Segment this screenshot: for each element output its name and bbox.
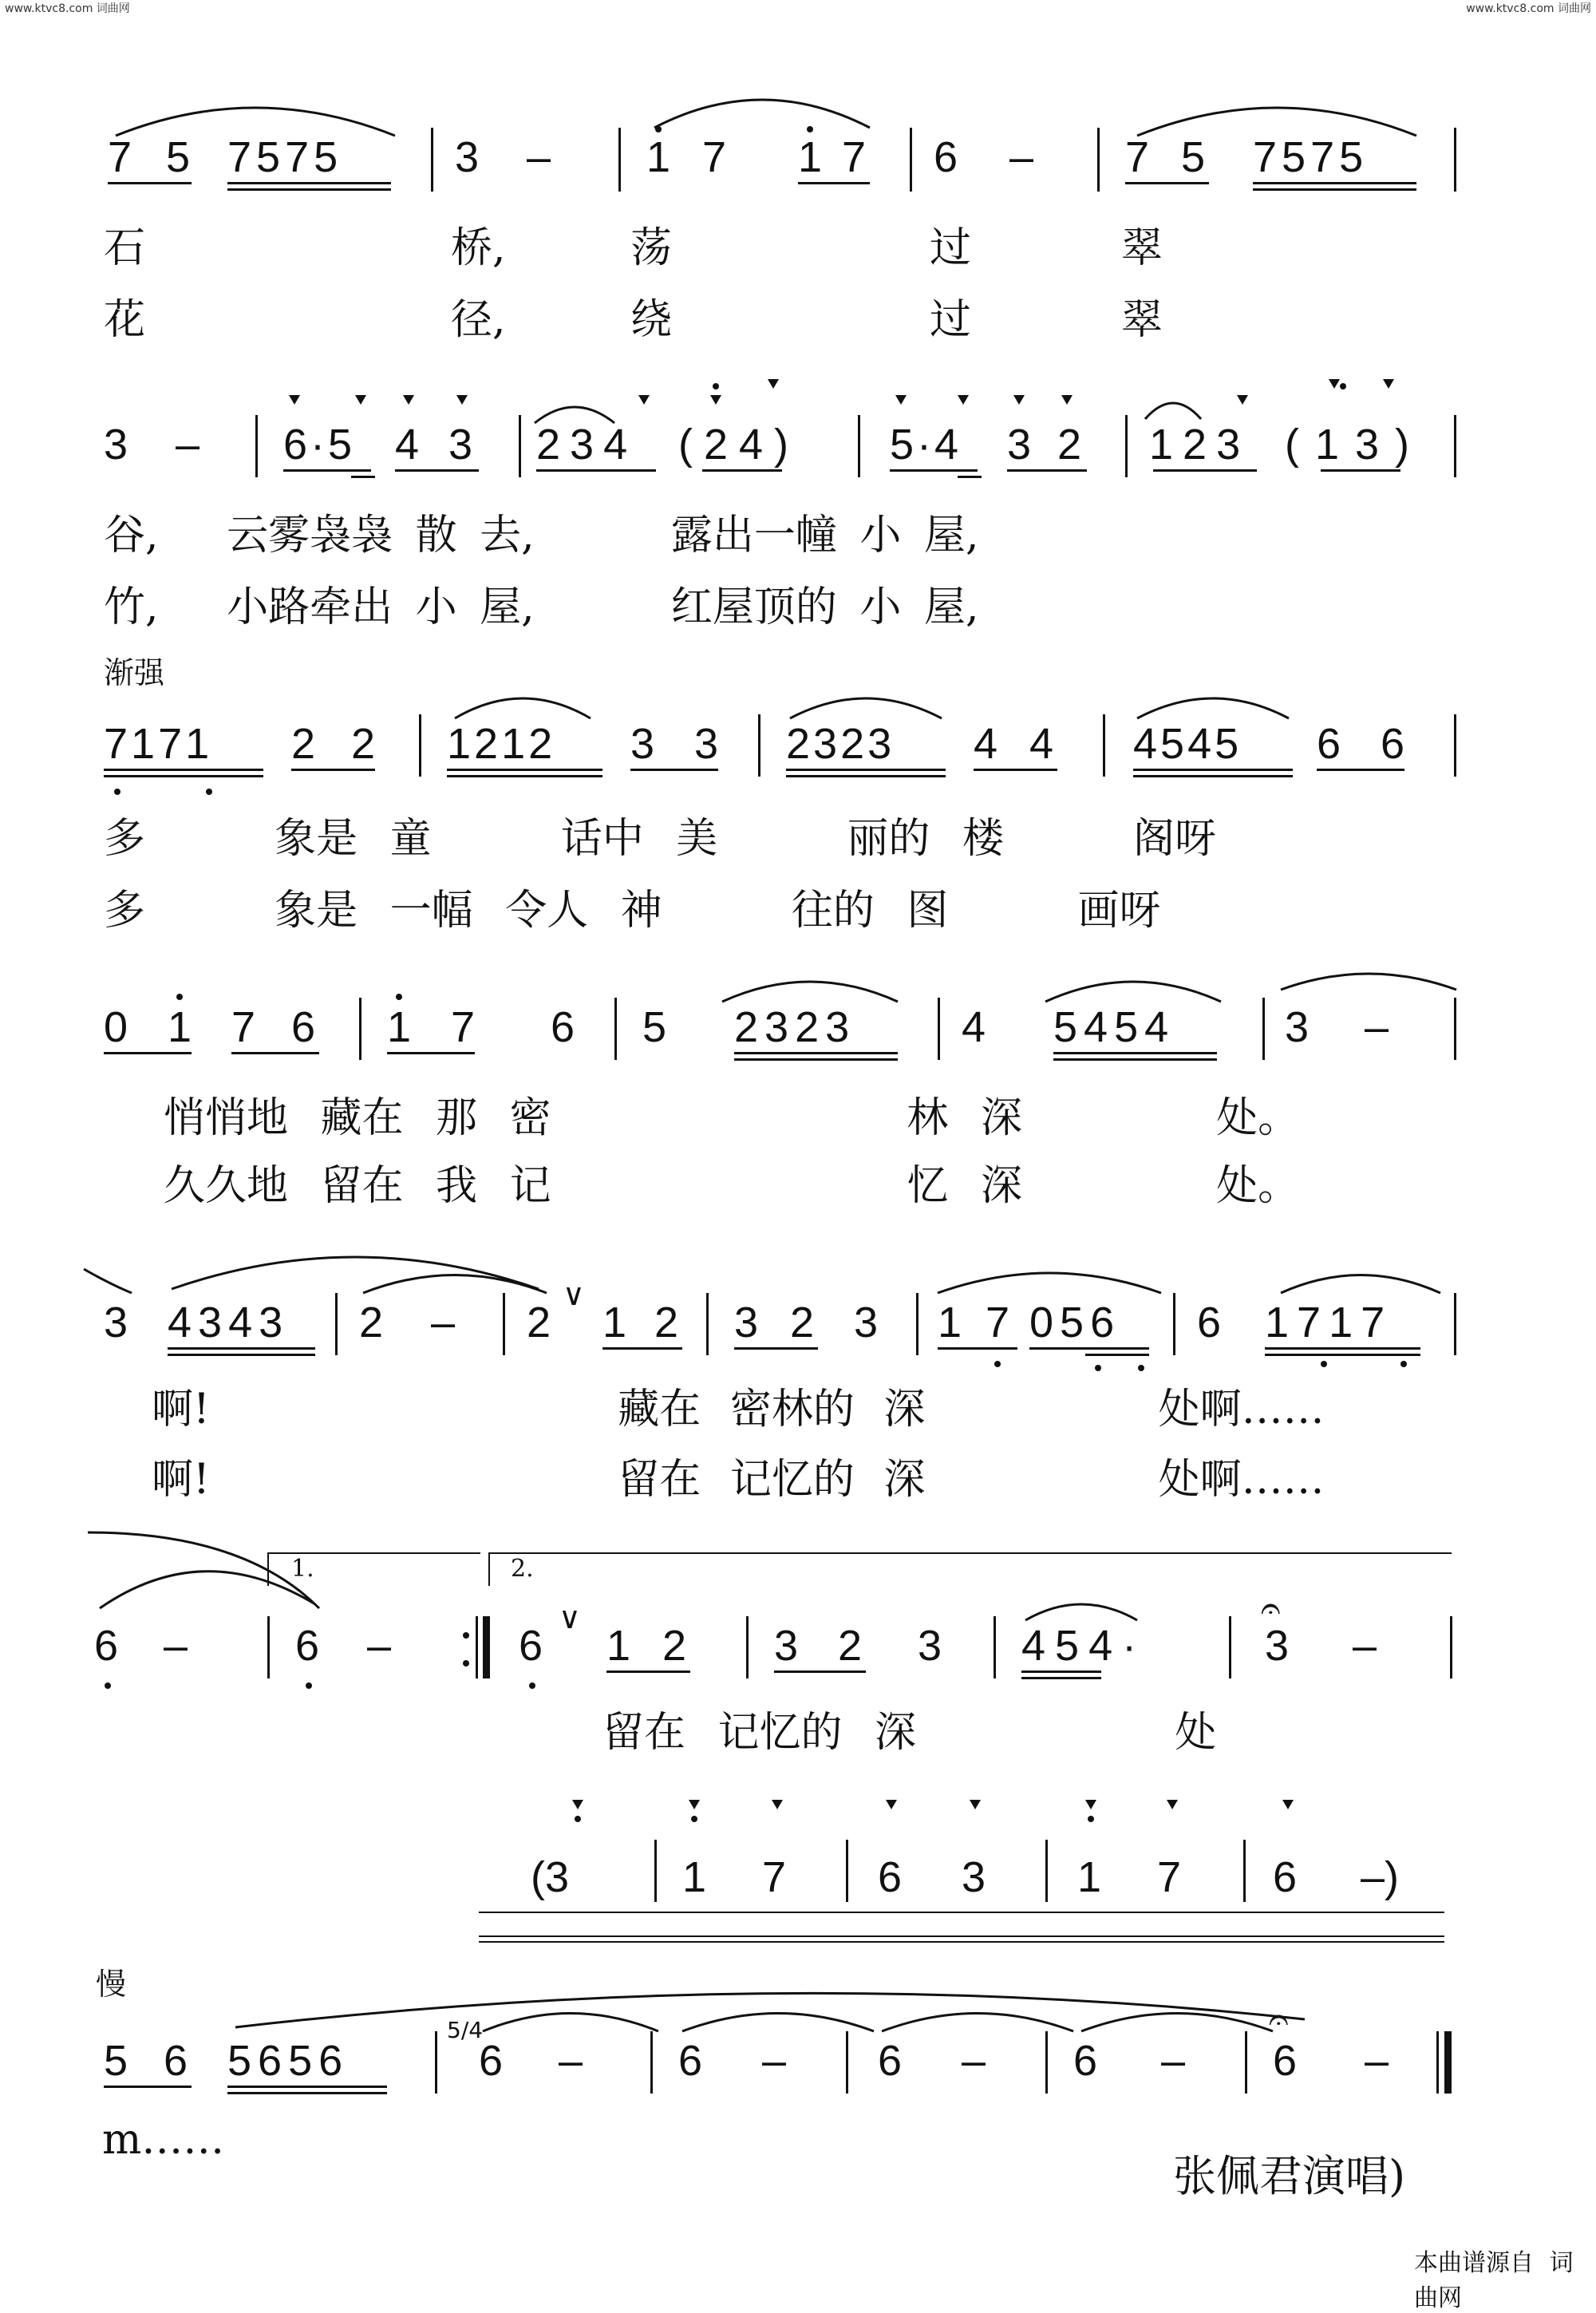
underline bbox=[1125, 182, 1209, 184]
lyric: 过 bbox=[930, 224, 972, 272]
dash: – bbox=[1353, 1622, 1377, 1670]
underline bbox=[108, 182, 192, 184]
barline bbox=[654, 1840, 657, 1902]
staccato bbox=[1085, 1800, 1096, 1809]
dot bbox=[105, 1682, 111, 1689]
note: 7 bbox=[762, 1853, 787, 1901]
dash: – bbox=[527, 133, 551, 181]
note: 6 bbox=[878, 2037, 903, 2085]
barline bbox=[335, 1293, 338, 1355]
lyric-line: 谷, 云雾袅袅 散 去, 露出一幢 小 屋, bbox=[104, 512, 979, 559]
dot bbox=[994, 1361, 1001, 1367]
staccato bbox=[456, 395, 468, 405]
barline bbox=[435, 2031, 437, 2094]
underline bbox=[1265, 1347, 1420, 1350]
dash: – bbox=[1365, 2037, 1389, 2085]
lyric: 过 bbox=[930, 296, 972, 344]
note: 5 bbox=[166, 133, 191, 181]
note: 2 bbox=[790, 1299, 815, 1346]
note: 6 bbox=[878, 1853, 903, 1901]
note-group: 7171 bbox=[104, 720, 213, 768]
staccato bbox=[1282, 1800, 1294, 1809]
staccato bbox=[895, 395, 907, 405]
underline bbox=[227, 2092, 387, 2094]
dot bbox=[1095, 1365, 1101, 1371]
note: 1 bbox=[938, 1299, 962, 1346]
slur bbox=[1041, 970, 1225, 1006]
lyric-line: 啊! 留在 记忆的 深 处啊…… bbox=[152, 1456, 1325, 1504]
note-group: 2323 bbox=[786, 720, 895, 768]
dot bbox=[306, 1682, 312, 1689]
underline bbox=[1053, 1058, 1217, 1061]
divider-line bbox=[479, 1941, 1444, 1943]
tie bbox=[678, 2003, 878, 2035]
note: 6 bbox=[295, 1622, 320, 1670]
note: 0 bbox=[104, 1003, 128, 1051]
underline bbox=[1153, 469, 1257, 472]
dot bbox=[176, 994, 183, 1000]
lyric-line: 悄悄地 藏在 那 密 林 深 处。 bbox=[164, 1094, 1300, 1142]
barline bbox=[846, 1840, 848, 1902]
repeat-dot bbox=[463, 1660, 469, 1667]
dot bbox=[575, 1816, 581, 1822]
dot bbox=[691, 1816, 697, 1822]
note: 3 bbox=[630, 720, 655, 768]
dash: – bbox=[431, 1299, 456, 1346]
underline bbox=[1321, 469, 1400, 472]
dot bbox=[1321, 1361, 1327, 1367]
note: 5 bbox=[642, 1003, 667, 1051]
dash: – bbox=[1161, 2037, 1186, 2085]
note: 6 bbox=[1317, 720, 1341, 768]
dot bbox=[529, 1682, 535, 1689]
underline bbox=[104, 2086, 192, 2088]
volta-2-label: 2. bbox=[511, 1555, 534, 1583]
staccato bbox=[355, 395, 366, 405]
note: 6 bbox=[291, 1003, 316, 1051]
tie bbox=[878, 2003, 1077, 2035]
note: 6 bbox=[479, 2037, 504, 2085]
note: 6 bbox=[1197, 1299, 1222, 1346]
slur bbox=[650, 84, 874, 132]
note-group: 123 bbox=[1149, 421, 1250, 469]
slur bbox=[1277, 1265, 1444, 1297]
dot bbox=[1340, 383, 1346, 389]
barline bbox=[1173, 1293, 1175, 1355]
note: 7 bbox=[451, 1003, 476, 1051]
note: 4 bbox=[1029, 720, 1054, 768]
barline bbox=[476, 1616, 478, 1678]
staccato bbox=[572, 1800, 583, 1809]
note: 4 bbox=[395, 421, 420, 469]
slur bbox=[1133, 92, 1420, 140]
dot bbox=[114, 789, 120, 795]
lyric-line: 留在 记忆的 深 处 bbox=[602, 1709, 1217, 1757]
underline bbox=[1085, 1354, 1149, 1356]
staccato bbox=[710, 395, 721, 405]
note: 3 bbox=[962, 1853, 986, 1901]
underline bbox=[602, 1347, 682, 1350]
barline bbox=[1103, 714, 1105, 777]
barline bbox=[1045, 2031, 1048, 2094]
underline bbox=[1007, 469, 1087, 472]
barline bbox=[503, 1293, 505, 1355]
note-group: 2323 bbox=[734, 1003, 856, 1051]
fermata: 𝄐 bbox=[1269, 1999, 1289, 2040]
note-group: 7575 bbox=[227, 133, 343, 181]
underline bbox=[1021, 1670, 1101, 1673]
underline bbox=[395, 469, 479, 472]
underline bbox=[1029, 1347, 1149, 1350]
underline bbox=[168, 1354, 315, 1356]
underline bbox=[1317, 769, 1404, 771]
note: 2 bbox=[351, 720, 376, 768]
underline bbox=[734, 1052, 898, 1054]
tie bbox=[479, 2003, 662, 2035]
underline bbox=[958, 476, 982, 478]
underline bbox=[938, 1347, 1017, 1350]
breath-mark: ∨ bbox=[559, 1600, 581, 1635]
barline bbox=[1125, 415, 1128, 477]
staccato bbox=[772, 1800, 783, 1809]
note: 2 bbox=[291, 720, 316, 768]
slur bbox=[1021, 1592, 1141, 1624]
dash: – bbox=[559, 2037, 583, 2085]
staccato bbox=[1383, 379, 1394, 389]
note: 6 bbox=[934, 133, 958, 181]
lyric-line: 多 象是 童 话中 美 丽的 楼 阁呀 bbox=[104, 815, 1217, 863]
barline bbox=[1097, 128, 1100, 192]
dot bbox=[807, 126, 813, 132]
underline bbox=[1265, 1354, 1420, 1356]
breath-mark: ∨ bbox=[563, 1277, 585, 1312]
note: 3 bbox=[1007, 421, 1032, 469]
dash: – bbox=[762, 2037, 787, 2085]
note: 7 bbox=[1125, 133, 1150, 181]
barline bbox=[255, 415, 258, 477]
note-group: 7575 bbox=[1253, 133, 1369, 181]
barline bbox=[858, 415, 860, 477]
barline bbox=[618, 128, 621, 192]
note: 6 bbox=[1273, 2037, 1298, 2085]
underline bbox=[786, 775, 946, 777]
expression-crescendo: 渐强 bbox=[104, 655, 165, 690]
lyric-line: 多 象是 一幅 令人 神 往的 图 画呀 bbox=[104, 887, 1161, 935]
lyric-line: 久久地 留在 我 记 忆 深 处。 bbox=[164, 1162, 1300, 1210]
source-right: 词曲网 bbox=[1414, 2249, 1574, 2312]
lyric: 绕 bbox=[630, 296, 673, 344]
tie bbox=[80, 1265, 136, 1297]
underline bbox=[351, 476, 375, 478]
barline bbox=[994, 1616, 996, 1678]
fermata: 𝄐 bbox=[1261, 1588, 1281, 1629]
lyric: 花 bbox=[104, 296, 146, 344]
staccato bbox=[1237, 395, 1248, 405]
note-group: 4343 bbox=[168, 1299, 290, 1346]
barline bbox=[746, 1616, 749, 1678]
dash: – bbox=[1009, 133, 1034, 181]
note: 3 bbox=[774, 1622, 799, 1670]
note: 3 bbox=[448, 421, 473, 469]
staccato bbox=[768, 379, 779, 389]
note: 6 bbox=[1381, 720, 1405, 768]
barline bbox=[267, 1616, 270, 1678]
underline bbox=[1021, 1677, 1101, 1679]
staccato bbox=[970, 1800, 981, 1809]
note-group: 4545 bbox=[1133, 720, 1242, 768]
note: 6 bbox=[94, 1622, 119, 1670]
performer-credit: 张佩君演唱) bbox=[1173, 2151, 1406, 2201]
underline bbox=[702, 469, 782, 472]
watermark-left: www.ktvc8.com 词曲网 bbox=[5, 2, 130, 15]
barline bbox=[1045, 1840, 1048, 1902]
barline bbox=[1450, 1616, 1452, 1678]
barline bbox=[706, 1293, 709, 1355]
barline bbox=[1454, 128, 1456, 192]
barline bbox=[1454, 415, 1456, 477]
note-group: 5454 bbox=[1053, 1003, 1175, 1051]
barline bbox=[1262, 998, 1265, 1060]
note: 2 bbox=[662, 1622, 687, 1670]
underline bbox=[104, 769, 263, 771]
staccato bbox=[958, 395, 969, 405]
underline bbox=[1253, 182, 1416, 184]
dot bbox=[1088, 1816, 1094, 1822]
underline bbox=[387, 1052, 475, 1054]
note: 3 bbox=[734, 1299, 759, 1346]
underline bbox=[168, 1347, 315, 1350]
underline bbox=[227, 2086, 387, 2088]
note: 1 bbox=[646, 133, 671, 181]
lyric: 荡 bbox=[630, 224, 673, 272]
staccato bbox=[886, 1800, 897, 1809]
barline bbox=[1229, 1616, 1231, 1678]
barline bbox=[916, 1293, 918, 1355]
note: 4 bbox=[962, 1003, 986, 1051]
barline bbox=[431, 128, 433, 192]
lyric-line: 啊! 藏在 密林的 深 处啊…… bbox=[152, 1386, 1325, 1433]
note: 5 bbox=[104, 2037, 128, 2085]
staccato bbox=[1013, 395, 1025, 405]
repeat-dot bbox=[463, 1632, 469, 1639]
slur bbox=[934, 1261, 1165, 1297]
note: 7 bbox=[986, 1299, 1010, 1346]
repeat-barline bbox=[483, 1616, 490, 1678]
staccato bbox=[1167, 1800, 1178, 1809]
slur bbox=[786, 686, 946, 722]
underline bbox=[786, 769, 946, 771]
note: 3 bbox=[694, 720, 719, 768]
barline bbox=[758, 714, 760, 777]
note: 7 bbox=[702, 133, 727, 181]
note: 7 bbox=[231, 1003, 256, 1051]
watermark-right: www.ktvc8.com 词曲网 bbox=[1466, 2, 1591, 15]
note-group: (24) bbox=[678, 421, 800, 469]
note-group: 056 bbox=[1029, 1299, 1121, 1346]
lyric: 石 bbox=[104, 224, 146, 272]
note-group: 5·4 bbox=[890, 421, 962, 469]
note: 7 bbox=[108, 133, 132, 181]
underline bbox=[734, 1347, 818, 1350]
underline bbox=[890, 469, 978, 472]
tie bbox=[359, 1265, 551, 1297]
note-group: 234 bbox=[536, 421, 638, 469]
note: 1 bbox=[168, 1003, 192, 1051]
divider-line bbox=[479, 1912, 1444, 1913]
staccato bbox=[689, 1800, 700, 1809]
note: 2 bbox=[527, 1299, 551, 1346]
underline bbox=[291, 769, 375, 771]
underline bbox=[974, 769, 1057, 771]
note: 6 bbox=[1073, 2037, 1098, 2085]
source-note bbox=[1414, 2243, 1596, 2313]
tie bbox=[1077, 2003, 1277, 2035]
underline bbox=[798, 182, 870, 184]
underline bbox=[630, 769, 718, 771]
dot bbox=[396, 994, 402, 1000]
barline bbox=[1454, 714, 1456, 777]
underline bbox=[231, 1052, 319, 1054]
dot bbox=[713, 383, 719, 389]
note-group: 5656 bbox=[227, 2037, 350, 2085]
barline bbox=[910, 128, 912, 192]
lyric: 径, bbox=[451, 296, 506, 344]
note: 6 bbox=[1273, 1853, 1298, 1901]
note-group: (13) bbox=[1285, 421, 1426, 469]
staccato bbox=[1061, 395, 1073, 405]
divider-line bbox=[479, 1935, 1444, 1937]
dot bbox=[206, 789, 212, 795]
underline bbox=[447, 769, 602, 771]
underline bbox=[536, 469, 656, 472]
note: 1 bbox=[798, 133, 823, 181]
note: 3 bbox=[918, 1622, 942, 1670]
note: 4 bbox=[974, 720, 998, 768]
underline bbox=[1133, 769, 1293, 771]
dash: – bbox=[164, 1622, 188, 1670]
barline bbox=[846, 2031, 848, 2094]
slur bbox=[1133, 686, 1293, 722]
staccato bbox=[289, 395, 300, 405]
dot bbox=[655, 126, 662, 132]
note: 2 bbox=[654, 1299, 679, 1346]
dash: – bbox=[962, 2037, 986, 2085]
note: 3 bbox=[854, 1299, 879, 1346]
underline bbox=[606, 1670, 690, 1673]
final-barline bbox=[1444, 2031, 1452, 2094]
note: 2 bbox=[838, 1622, 863, 1670]
note: 2 bbox=[1057, 421, 1082, 469]
underline bbox=[447, 775, 602, 777]
underline bbox=[227, 182, 391, 184]
barline bbox=[1243, 1840, 1246, 1902]
note: 6 bbox=[519, 1622, 543, 1670]
staccato bbox=[1329, 379, 1340, 389]
staccato bbox=[403, 395, 414, 405]
note: 1 bbox=[1077, 1853, 1102, 1901]
dot bbox=[1138, 1365, 1144, 1371]
lyric-line: m…… bbox=[102, 2116, 225, 2164]
slur bbox=[112, 92, 399, 140]
barline bbox=[1454, 998, 1456, 1060]
note: 7 bbox=[842, 133, 867, 181]
note: 3 bbox=[1265, 1622, 1290, 1670]
note: (3 bbox=[531, 1853, 570, 1901]
barline bbox=[650, 2031, 653, 2094]
note: 5 bbox=[1181, 133, 1206, 181]
barline bbox=[614, 998, 617, 1060]
note: 6 bbox=[164, 2037, 188, 2085]
underline bbox=[104, 775, 263, 777]
note: 3 bbox=[455, 133, 480, 181]
underline bbox=[227, 188, 391, 191]
barline bbox=[1436, 2031, 1439, 2094]
note-group: 1717 bbox=[1265, 1299, 1393, 1346]
barline bbox=[1454, 1293, 1456, 1355]
slur bbox=[451, 686, 595, 722]
underline bbox=[1053, 1052, 1217, 1054]
barline bbox=[938, 998, 940, 1060]
lyric: 翠 bbox=[1121, 224, 1163, 272]
volta-1-label: 1. bbox=[291, 1555, 314, 1583]
lyric: 翠 bbox=[1121, 296, 1163, 344]
slur bbox=[718, 970, 902, 1006]
underline bbox=[283, 469, 371, 472]
note-group: 454· bbox=[1021, 1622, 1147, 1670]
note: 1 bbox=[387, 1003, 412, 1051]
note: 3 bbox=[104, 1299, 128, 1346]
dash: – bbox=[367, 1622, 392, 1670]
lyric: 桥, bbox=[451, 224, 506, 272]
underline bbox=[104, 1052, 192, 1054]
note: 1 bbox=[606, 1622, 631, 1670]
underline bbox=[774, 1670, 866, 1673]
underline bbox=[1253, 188, 1416, 191]
barline bbox=[519, 415, 521, 477]
source-left: 本曲谱源自 bbox=[1414, 2249, 1534, 2277]
note: –) bbox=[1361, 1853, 1400, 1901]
staccato bbox=[638, 395, 650, 405]
dash: – bbox=[176, 421, 200, 469]
note: 7 bbox=[1157, 1853, 1182, 1901]
lyric-line: 竹, 小路牵出 小 屋, 红屋顶的 小 屋, bbox=[104, 583, 979, 631]
dash: – bbox=[1365, 1003, 1389, 1051]
underline bbox=[1133, 775, 1293, 777]
note: 6 bbox=[551, 1003, 575, 1051]
expression-slow: 慢 bbox=[96, 1967, 127, 2002]
underline bbox=[734, 1058, 898, 1061]
dot bbox=[1400, 1361, 1407, 1367]
note: 3 bbox=[104, 421, 128, 469]
note: 1 bbox=[682, 1853, 707, 1901]
note: 1 bbox=[602, 1299, 627, 1346]
slur bbox=[1141, 391, 1205, 423]
barline bbox=[419, 714, 421, 777]
note: 3 bbox=[1285, 1003, 1310, 1051]
time-signature: 5/4 bbox=[447, 2017, 484, 2043]
note: 6 bbox=[678, 2037, 703, 2085]
tie bbox=[1277, 962, 1460, 994]
note: 2 bbox=[359, 1299, 384, 1346]
volta-2 bbox=[488, 1552, 1452, 1586]
note-group: 6·5 bbox=[283, 421, 356, 469]
note-group: 1212 bbox=[447, 720, 556, 768]
barline bbox=[359, 998, 361, 1060]
barline bbox=[1245, 2031, 1247, 2094]
